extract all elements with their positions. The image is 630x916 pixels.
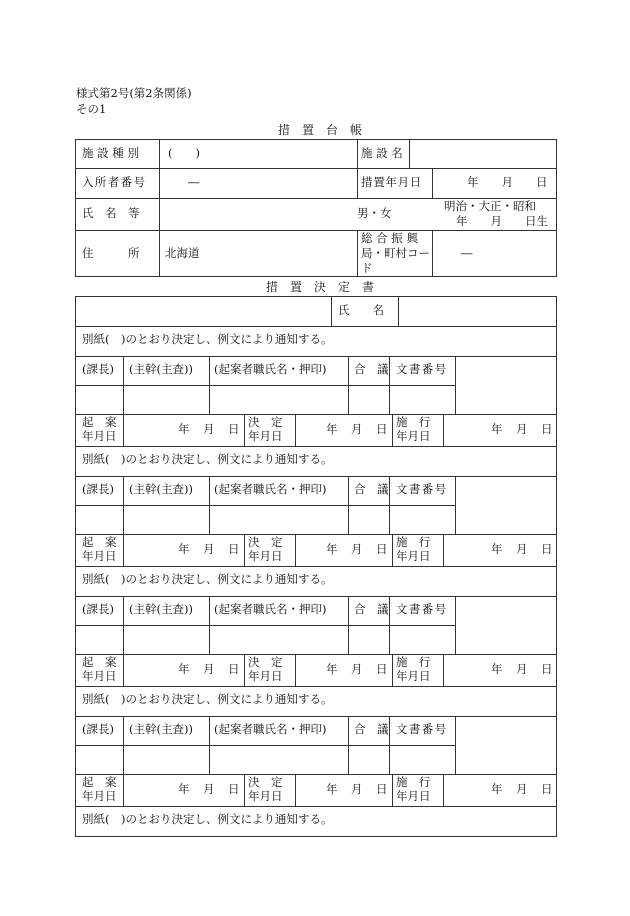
address-label: 住 所 (82, 246, 140, 260)
admission-no-value: ― (188, 175, 200, 189)
date-day: 日 (376, 422, 388, 436)
draft-label: 起 案 (82, 415, 117, 429)
bureau-label-1: 総 合 振 興 (361, 231, 418, 245)
date-month: 月 (351, 782, 363, 796)
date-month: 月 (351, 662, 363, 676)
date-month: 月 (203, 542, 215, 556)
measure-date-value: 年 月 日 (467, 175, 548, 189)
date-month: 月 (351, 422, 363, 436)
enforce-label-sub: 年月日 (396, 789, 431, 803)
enforce-label: 施 行 (396, 775, 431, 789)
date-day: 日 (228, 782, 240, 796)
date-year: 年 (491, 782, 503, 796)
address-value: 北海道 (165, 246, 200, 260)
facility-type-label: 施 設 種 別 (82, 146, 139, 160)
decision-title: 措 置 決 定 書 (265, 280, 374, 294)
date-year: 年 (326, 782, 338, 796)
drafter-label: (起案者職氏名・押印) (214, 482, 327, 496)
date-month: 月 (516, 662, 528, 676)
supervisor-label: (主幹(主査)) (129, 362, 193, 376)
date-year: 年 (491, 542, 503, 556)
date-day: 日 (541, 782, 553, 796)
date-day: 日 (376, 662, 388, 676)
sex-value: 男・女 (357, 206, 392, 220)
date-day: 日 (541, 662, 553, 676)
enforce-label-sub: 年月日 (396, 429, 431, 443)
consult-label: 合 議 (354, 362, 389, 376)
date-year: 年 (326, 542, 338, 556)
consult-label: 合 議 (354, 482, 389, 496)
measure-date-label: 措置年月日 (361, 175, 422, 189)
draft-label: 起 案 (82, 535, 117, 549)
register-title: 措 置 台 帳 (277, 123, 362, 137)
date-year: 年 (326, 662, 338, 676)
date-month: 月 (203, 782, 215, 796)
enforce-label: 施 行 (396, 655, 431, 669)
facility-name-label: 施 設 名 (361, 146, 403, 160)
bureau-label-2: 局・町村コー (361, 246, 430, 260)
date-month: 月 (203, 422, 215, 436)
date-year: 年 (491, 662, 503, 676)
notice-text: 別紙( )のとおり決定し、例文により通知する。 (82, 332, 333, 346)
notice-text: 別紙( )のとおり決定し、例文により通知する。 (82, 692, 333, 706)
facility-type-value: ( ) (168, 146, 200, 160)
date-day: 日 (228, 422, 240, 436)
date-month: 月 (516, 782, 528, 796)
date-year: 年 (178, 782, 190, 796)
date-month: 月 (203, 662, 215, 676)
date-year: 年 (178, 542, 190, 556)
consult-label: 合 議 (354, 722, 389, 736)
notice-text: 別紙( )のとおり決定し、例文により通知する。 (82, 812, 333, 826)
supervisor-label: (主幹(主査)) (129, 482, 193, 496)
date-day: 日 (228, 542, 240, 556)
notice-text: 別紙( )のとおり決定し、例文により通知する。 (82, 572, 333, 586)
doc-no-label: 文書番号 (396, 722, 448, 736)
draft-label: 起 案 (82, 775, 117, 789)
consult-label: 合 議 (354, 602, 389, 616)
bureau-label-3: ド (361, 261, 373, 275)
date-day: 日 (541, 422, 553, 436)
doc-no-label: 文書番号 (396, 602, 448, 616)
date-month: 月 (351, 542, 363, 556)
decide-label-sub: 年月日 (248, 549, 283, 563)
notice-text: 別紙( )のとおり決定し、例文により通知する。 (82, 452, 333, 466)
admission-no-label: 入所者番号 (82, 175, 147, 189)
doc-no-label: 文書番号 (396, 482, 448, 496)
draft-label-sub: 年月日 (82, 429, 117, 443)
decide-label: 決 定 (248, 535, 283, 549)
date-month: 月 (516, 422, 528, 436)
name-label: 氏 名 等 (82, 206, 140, 220)
decide-label: 決 定 (248, 655, 283, 669)
supervisor-label: (主幹(主査)) (129, 602, 193, 616)
supervisor-label: (主幹(主査)) (129, 722, 193, 736)
draft-label-sub: 年月日 (82, 789, 117, 803)
date-year: 年 (178, 662, 190, 676)
chief-label: (課長) (82, 722, 114, 736)
decision-name-label: 氏 名 (338, 303, 384, 317)
drafter-label: (起案者職氏名・押印) (214, 722, 327, 736)
date-day: 日 (228, 662, 240, 676)
drafter-label: (起案者職氏名・押印) (214, 362, 327, 376)
draft-label-sub: 年月日 (82, 669, 117, 683)
enforce-label-sub: 年月日 (396, 549, 431, 563)
decide-label-sub: 年月日 (248, 669, 283, 683)
draft-label-sub: 年月日 (82, 549, 117, 563)
era-value: 明治・大正・昭和 (444, 199, 536, 213)
form-sub-label: その1 (76, 102, 107, 116)
chief-label: (課長) (82, 362, 114, 376)
form-number-label: 様式第2号(第2条関係) (76, 86, 192, 100)
date-day: 日 (376, 542, 388, 556)
date-year: 年 (491, 422, 503, 436)
decide-label-sub: 年月日 (248, 429, 283, 443)
chief-label: (課長) (82, 602, 114, 616)
date-year: 年 (178, 422, 190, 436)
date-day: 日 (376, 782, 388, 796)
decide-label: 決 定 (248, 415, 283, 429)
enforce-label: 施 行 (396, 415, 431, 429)
enforce-label-sub: 年月日 (396, 669, 431, 683)
chief-label: (課長) (82, 482, 114, 496)
date-day: 日 (541, 542, 553, 556)
drafter-label: (起案者職氏名・押印) (214, 602, 327, 616)
draft-label: 起 案 (82, 655, 117, 669)
bureau-value: ― (461, 246, 473, 260)
date-month: 月 (516, 542, 528, 556)
enforce-label: 施 行 (396, 535, 431, 549)
decide-label-sub: 年月日 (248, 789, 283, 803)
birth-value: 年 月 日生 (456, 214, 548, 228)
date-year: 年 (326, 422, 338, 436)
decide-label: 決 定 (248, 775, 283, 789)
doc-no-label: 文書番号 (396, 362, 448, 376)
